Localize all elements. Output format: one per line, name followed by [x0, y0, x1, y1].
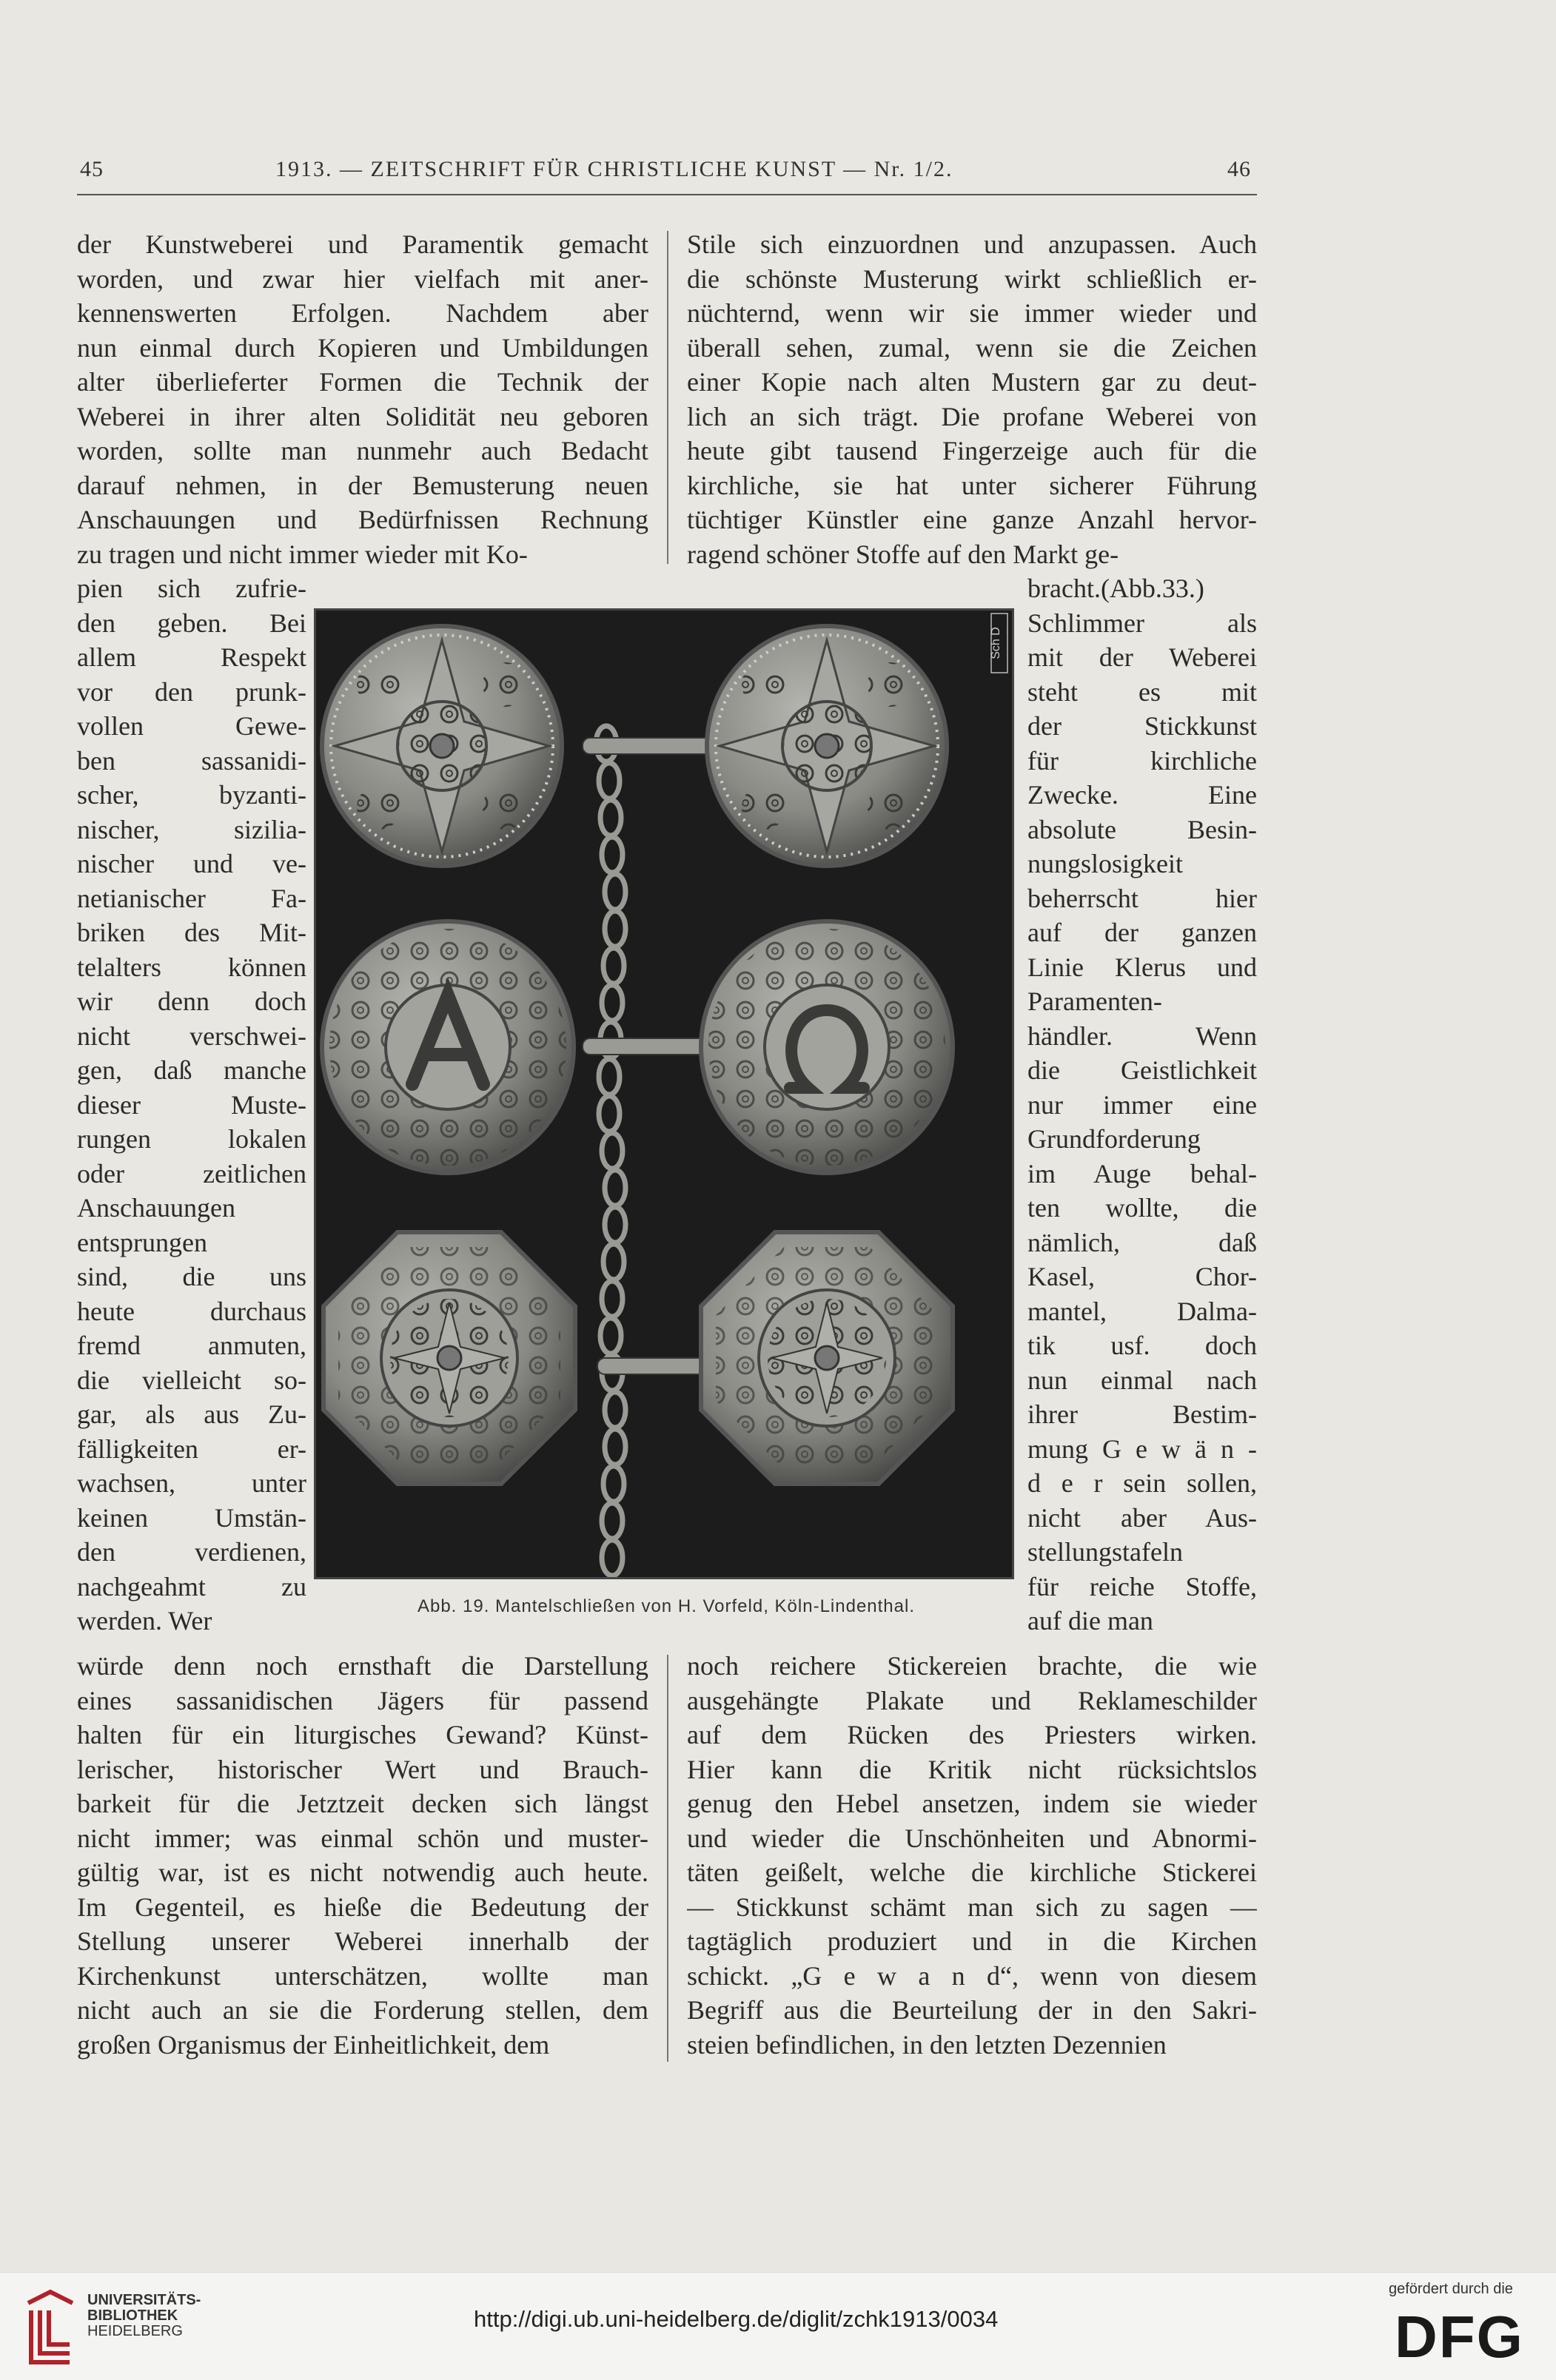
text-line: noch reichere Stickereien brachte, die wie — [687, 1651, 1257, 1681]
text-line: lich an sich trägt. Die profane Weberei von — [687, 401, 1257, 431]
text-line: mantel, Dalma- — [1027, 1296, 1257, 1326]
library-name — [87, 2293, 201, 2339]
text-line: wachsen, unter — [77, 1468, 306, 1498]
clasp-omega — [701, 921, 953, 1173]
text-line: händler. Wenn — [1027, 1021, 1257, 1051]
text-line: Im Gegenteil, es hieße die Bedeutung der — [77, 1892, 648, 1922]
library-name-line1: UNIVERSITÄTS- — [87, 2292, 201, 2308]
library-name-line2: BIBLIOTHEK — [87, 2307, 178, 2324]
text-line: absolute Besin- — [1027, 814, 1257, 844]
column-separator — [667, 231, 668, 564]
text-line: fremd anmuten, — [77, 1331, 306, 1360]
text-line: heute durchaus — [77, 1296, 306, 1326]
text-line: vor den prunk- — [77, 676, 306, 707]
text-line: nämlich, daß — [1027, 1227, 1257, 1257]
clasp-round-left-top — [322, 626, 562, 866]
text-line: kennenswerten Erfolgen. Nachdem aber — [77, 298, 648, 328]
text-line: tik usf. doch — [1027, 1331, 1257, 1360]
text-line: stellungstafeln — [1027, 1537, 1183, 1567]
text-line: genug den Hebel ansetzen, indem sie wieder — [687, 1789, 1257, 1818]
text-line: keinen Umstän- — [77, 1502, 306, 1533]
text-line: lerischer, historischer Wert und Brauch- — [77, 1754, 648, 1784]
text-line: halten für ein liturgisches Gewand? Künst- — [77, 1720, 648, 1749]
text-line: schickt. „G e w a n d“, wenn von diesem — [687, 1960, 1257, 1991]
clasps-illustration — [316, 611, 1012, 1577]
dfg-logo: DFG — [1395, 2304, 1524, 2370]
text-line: heute gibt tausend Fingerzeige auch für die — [687, 436, 1257, 465]
text-line: werden. Wer — [77, 1606, 212, 1636]
text-line: ausgehängte Plakate und Reklameschilder — [687, 1685, 1257, 1715]
text-line: Paramenten- — [1027, 986, 1162, 1016]
text-line: gar, als aus Zu- — [77, 1399, 306, 1429]
right-wrap-text — [1027, 571, 1257, 1638]
text-line: nicht verschwei- — [77, 1021, 306, 1051]
text-line: briken des Mit- — [77, 918, 306, 947]
text-line: mit der Weberei — [1027, 642, 1257, 672]
text-line: tüchtiger Künstler eine ganze Anzahl hervor- — [687, 505, 1257, 534]
text-line: der Kunstweberei und Paramentik gemacht — [77, 229, 648, 259]
header-rule — [77, 194, 1257, 195]
text-line: — Stickkunst schämt man sich zu sagen — — [687, 1892, 1257, 1922]
text-line: nicht aber Aus- — [1027, 1502, 1257, 1533]
text-line: tagtäglich produziert und in die Kirchen — [687, 1926, 1257, 1956]
text-line: nachgeahmt zu — [77, 1571, 306, 1601]
clasp-octagon-left — [323, 1232, 575, 1484]
text-line: Stellung unserer Weberei innerhalb der — [77, 1926, 648, 1956]
text-line: einer Kopie nach alten Mustern gar zu deut- — [687, 367, 1257, 397]
text-line: barkeit für die Jetztzeit decken sich längst — [77, 1789, 648, 1818]
text-line: und wieder die Unschönheiten und Abnormi- — [687, 1823, 1257, 1853]
text-line: nicht immer; was einmal schön und muster- — [77, 1823, 648, 1853]
text-line: gen, daß manche — [77, 1055, 306, 1085]
text-line: gültig war, ist es nicht notwendig auch heute. — [77, 1858, 648, 1887]
text-line: nischer und ve- — [77, 849, 306, 878]
text-line: scher, byzanti- — [77, 780, 306, 810]
text-line: pien sich zufrie- — [77, 574, 306, 603]
page-number-left: 45 — [80, 157, 104, 181]
text-line: Stile sich einzuordnen und anzupassen. Auch — [687, 229, 1257, 259]
clasp-octagon-right — [701, 1232, 953, 1484]
text-line: im Auge behal- — [1027, 1158, 1257, 1189]
text-line: nicht auch an sie die Forderung stellen, dem — [77, 1995, 648, 2025]
text-line: Kirchenkunst unterschätzen, wollte man — [77, 1960, 648, 1991]
text-line: für kirchliche — [1027, 745, 1257, 776]
text-line: wir denn doch — [77, 986, 306, 1016]
text-line: nun einmal nach — [1027, 1365, 1257, 1395]
text-line: sind, die uns — [77, 1262, 306, 1291]
text-line: auf der ganzen — [1027, 918, 1257, 947]
university-library-logo-icon — [21, 2288, 80, 2371]
text-line: fälligkeiten er- — [77, 1433, 306, 1464]
text-line: Zwecke. Eine — [1027, 780, 1257, 810]
left-column-bottom — [77, 1649, 648, 2062]
text-line: kirchliche, sie hat unter sicherer Führung — [687, 470, 1257, 500]
source-url-link[interactable]: http://digi.ub.uni-heidelberg.de/diglit/zchk1913/0034 — [474, 2306, 999, 2332]
text-line: oder zeitlichen — [77, 1158, 306, 1189]
text-line: für reiche Stoffe, — [1027, 1571, 1257, 1601]
text-line: ten wollte, die — [1027, 1193, 1257, 1223]
text-line: d e r sein sollen, — [1027, 1468, 1257, 1498]
column-separator — [667, 1655, 668, 2062]
text-line: worden, sollte man nunmehr auch Bedacht — [77, 436, 648, 465]
page-number-right: 46 — [1227, 157, 1251, 181]
text-line: Begriff aus die Beurteilung der in den Sakri- — [687, 1995, 1257, 2025]
text-line: auf dem Rücken des Priesters wirken. — [687, 1720, 1257, 1749]
text-line: Anschauungen — [77, 1193, 235, 1223]
text-line: Anschauungen und Bedürfnissen Rechnung — [77, 505, 648, 534]
left-column-top — [77, 227, 648, 571]
text-line: den verdienen, — [77, 1537, 306, 1567]
text-line: auf die man — [1027, 1606, 1153, 1636]
text-line: die vielleicht so- — [77, 1365, 306, 1395]
text-line: großen Organismus der Einheitlichkeit, dem — [77, 2029, 550, 2060]
text-line: würde denn noch ernsthaft die Darstellung — [77, 1651, 648, 1681]
text-line: den geben. Bei — [77, 608, 306, 638]
right-column-top — [687, 227, 1257, 571]
text-line: Schlimmer als — [1027, 608, 1257, 638]
text-line: Grundforderung — [1027, 1124, 1201, 1154]
text-line: zu tragen und nicht immer wieder mit Ko- — [77, 539, 528, 569]
text-line: ben sassanidi- — [77, 745, 306, 776]
text-line: alter überlieferter Formen die Technik der — [77, 367, 648, 397]
text-line: nur immer eine — [1027, 1089, 1257, 1120]
text-line: der Stickkunst — [1027, 711, 1257, 741]
figure-photo-clasps — [314, 608, 1014, 1579]
text-line: überall sehen, zumal, wenn sie die Zeichen — [687, 332, 1257, 363]
text-line: die Geistlichkeit — [1027, 1055, 1257, 1085]
text-line: darauf nehmen, in der Bemusterung neuen — [77, 470, 648, 500]
text-line: ragend schöner Stoffe auf den Markt ge- — [687, 539, 1119, 569]
text-line: Weberei in ihrer alten Solidität neu geboren — [77, 401, 648, 431]
clasp-alpha — [322, 921, 574, 1173]
text-line: Kasel, Chor- — [1027, 1262, 1257, 1291]
text-line: worden, und zwar hier vielfach mit aner- — [77, 263, 648, 294]
text-line: nun einmal durch Kopieren und Umbildungen — [77, 332, 648, 363]
text-line: bracht.(Abb.33.) — [1027, 574, 1204, 603]
text-line: nüchternd, wenn wir sie immer wieder und — [687, 298, 1257, 328]
funding-note: gefördert durch die — [1389, 2281, 1513, 2297]
text-line: nischer, sizilia- — [77, 814, 306, 844]
text-line: telalters können — [77, 952, 306, 982]
library-name-line3: HEIDELBERG — [87, 2323, 183, 2339]
running-title: 1913. — ZEITSCHRIFT FÜR CHRISTLICHE KUNST — Nr. 1/2. — [275, 157, 953, 181]
text-line: die schönste Musterung wirkt schließlich er- — [687, 263, 1257, 294]
text-line: nungslosigkeit — [1027, 849, 1184, 878]
text-line: täten geißelt, welche die kirchliche Stickerei — [687, 1858, 1257, 1887]
right-column-bottom — [687, 1649, 1257, 2062]
text-line: ihrer Bestim- — [1027, 1399, 1257, 1429]
text-line: eines sassanidischen Jägers für passend — [77, 1685, 648, 1715]
text-line: Linie Klerus und — [1027, 952, 1257, 982]
text-line: vollen Gewe- — [77, 711, 306, 741]
figure-monogram: Sch D — [990, 627, 1002, 659]
text-line: rungen lokalen — [77, 1124, 306, 1154]
text-line: netianischer Fa- — [77, 883, 306, 913]
text-line: dieser Muste- — [77, 1089, 306, 1120]
text-line: steien befindlichen, in den letzten Dezennien — [687, 2029, 1167, 2060]
text-line: beherrscht hier — [1027, 883, 1257, 913]
clasp-round-right-top — [707, 626, 947, 866]
figure-caption: Abb. 19. Mantelschließen von H. Vorfeld, Köln-Lindenthal. — [417, 1596, 916, 1616]
text-line: steht es mit — [1027, 676, 1257, 707]
text-line: entsprungen — [77, 1227, 207, 1257]
text-line: Hier kann die Kritik nicht rücksichtslos — [687, 1754, 1257, 1784]
text-line: allem Respekt — [77, 642, 306, 672]
text-line: mung G e w ä n - — [1027, 1433, 1257, 1464]
left-wrap-text — [77, 571, 306, 1638]
